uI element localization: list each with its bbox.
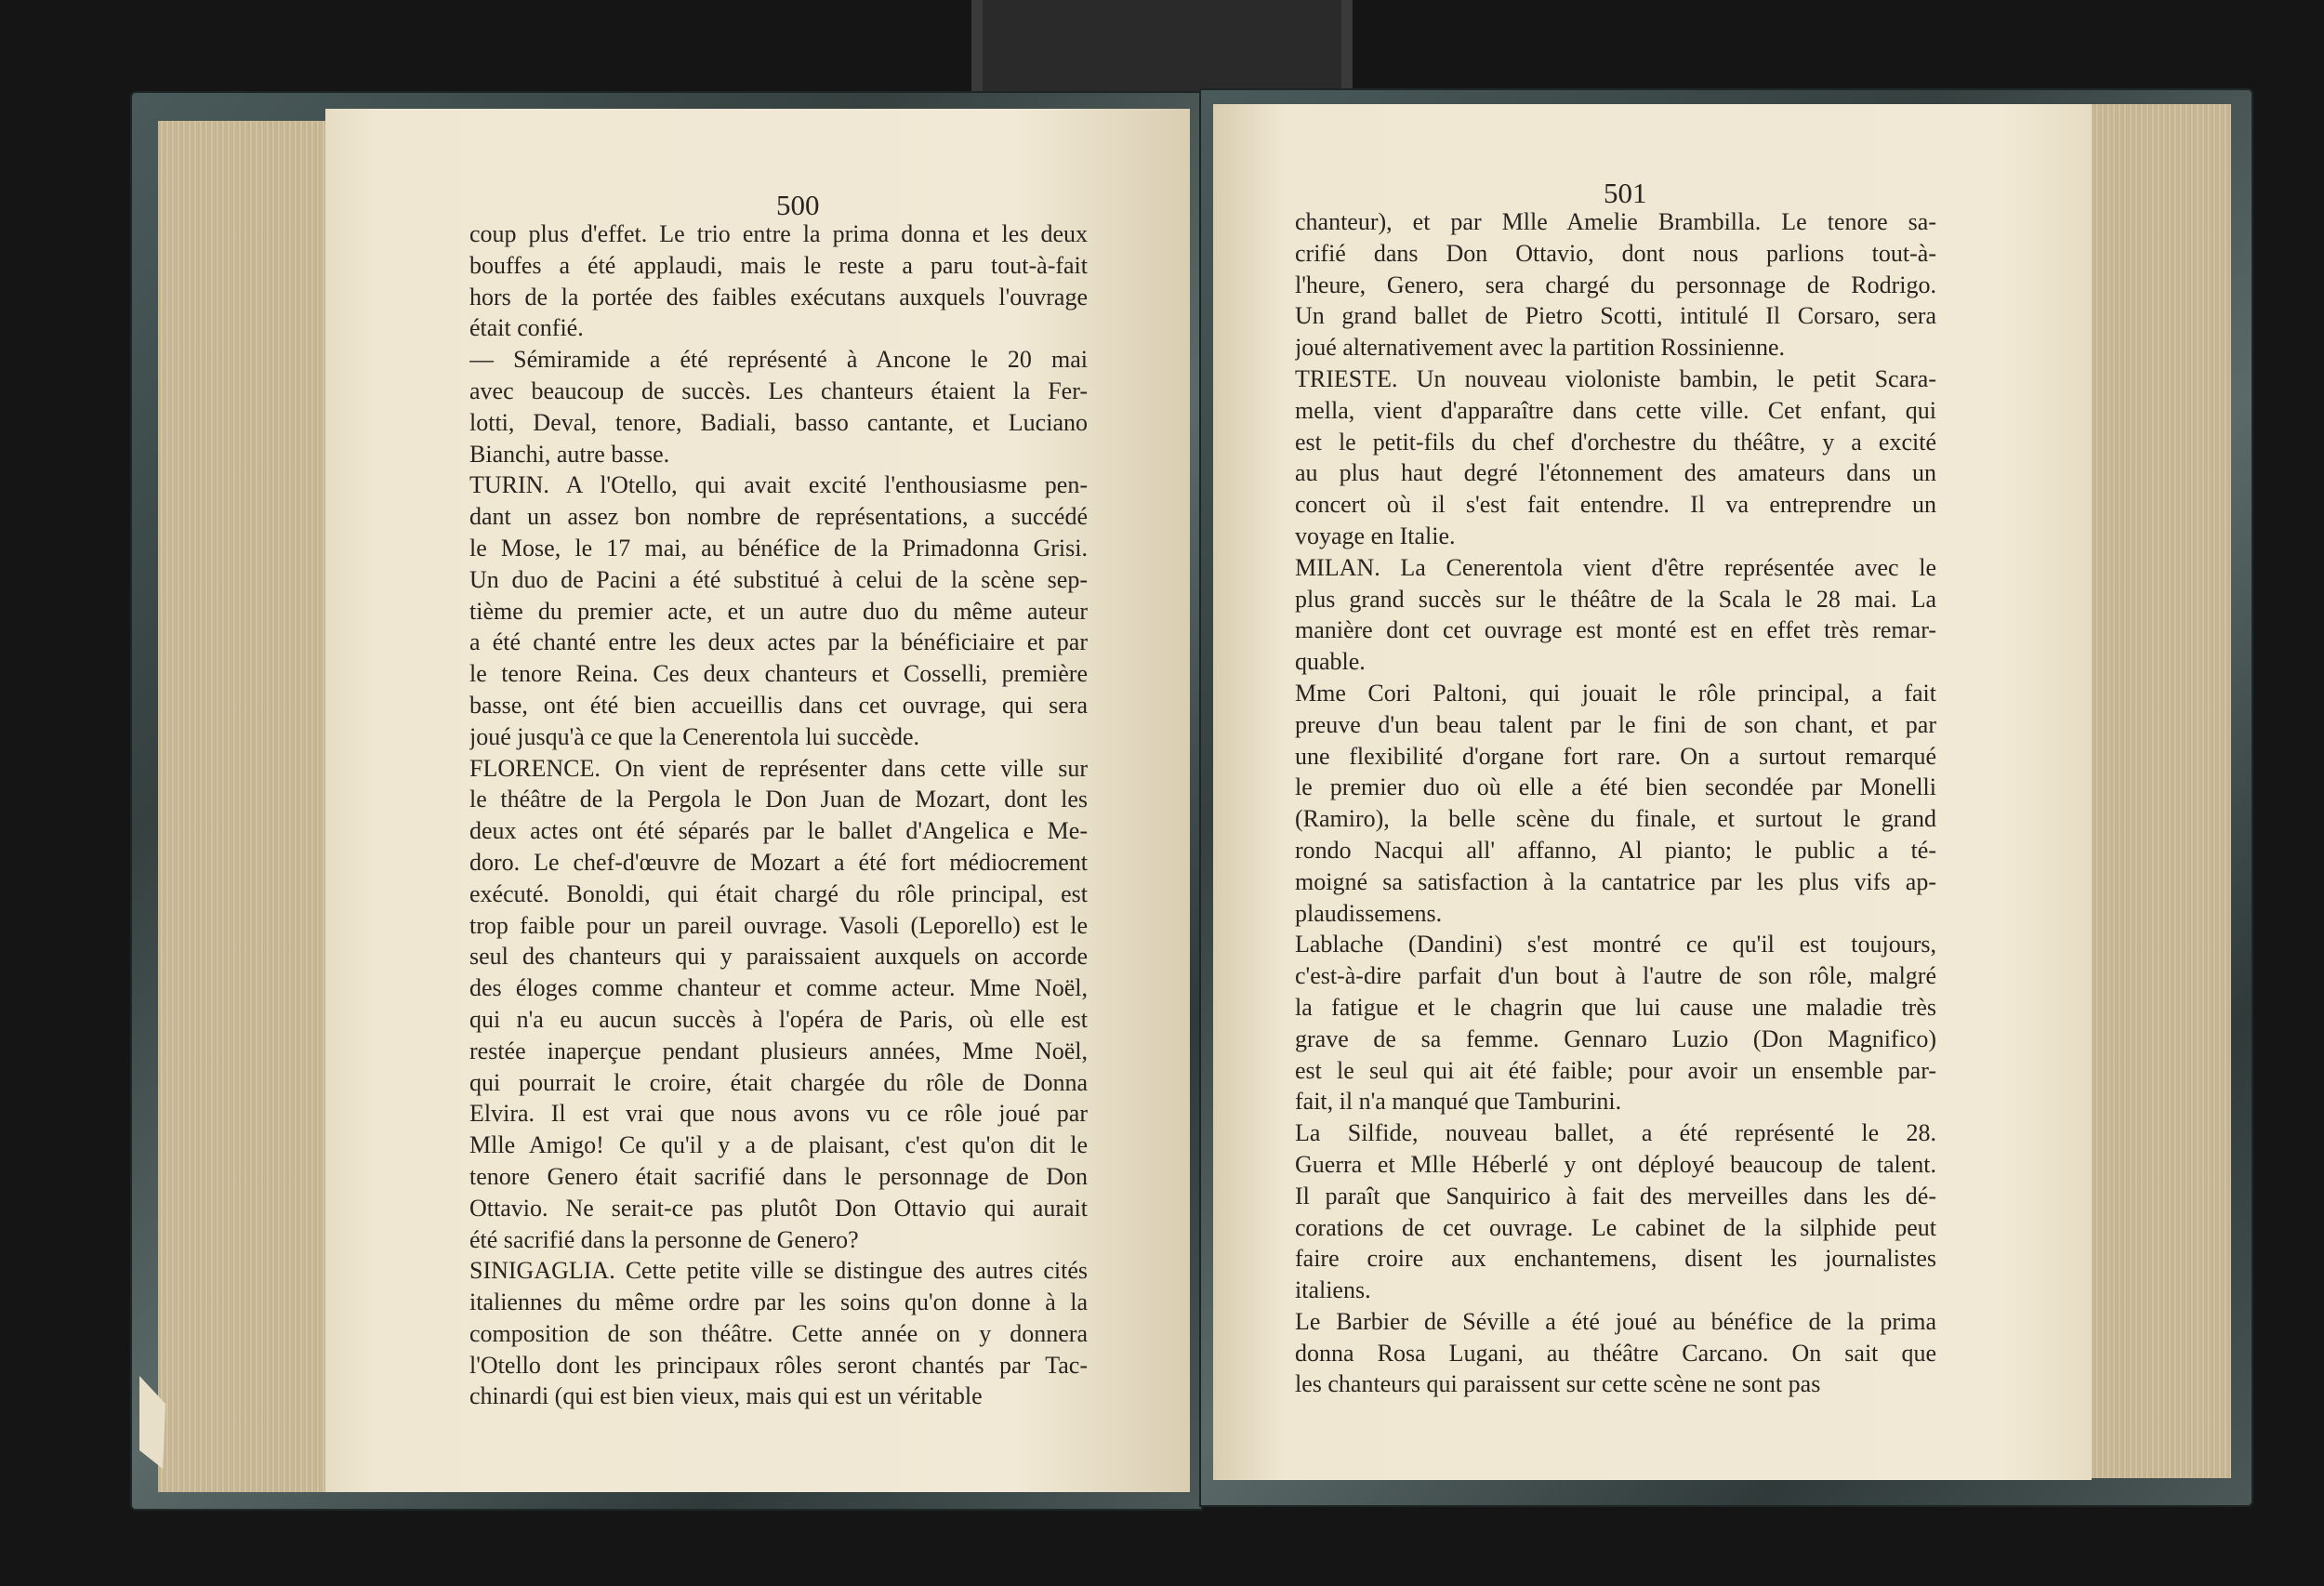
text-line: exécuté. Bonoldi, qui était chargé du rôle principal, est (469, 879, 1088, 907)
text-line: composition de son théâtre. Cette année on y donnera (469, 1319, 1088, 1347)
page-number-right: 501 (1604, 177, 1647, 209)
text-line: SINIGAGLIA. Cette petite ville se distingue des autres cités (469, 1257, 1088, 1285)
text-line: quable. (1295, 648, 1366, 676)
text-line: plus grand succès sur le théâtre de la Scala le 28 mai. La (1295, 585, 1936, 613)
text-line: crifié dans Don Ottavio, dont nous parlions tout-à- (1295, 239, 1936, 267)
text-line: chanteur), et par Mlle Amelie Brambilla. Le tenore sa- (1295, 208, 1936, 235)
text-line: joué jusqu'à ce que la Cenerentola lui succède. (469, 722, 920, 750)
text-line: voyage en Italie. (1295, 522, 1456, 549)
text-line: tième du premier acte, et un autre duo du même auteur (469, 597, 1088, 625)
text-line: Elvira. Il est vrai que nous avons vu ce rôle joué par (469, 1100, 1088, 1128)
text-line: tenore Genero était sacrifié dans le personnage de Don (469, 1162, 1088, 1190)
text-line: fait, il n'a manqué que Tamburini. (1295, 1088, 1622, 1116)
text-line: corations de cet ouvrage. Le cabinet de la silphide peut (1295, 1213, 1936, 1241)
text-line: faire croire aux enchantemens, disent les journalistes (1295, 1245, 1936, 1273)
text-line: Ottavio. Ne serait-ce pas plutôt Don Ottavio qui aurait (469, 1194, 1088, 1222)
page-edges-left (158, 121, 344, 1492)
text-line: lotti, Deval, tenore, Badiali, basso cantante, et Luciano (469, 408, 1088, 436)
right-page-text (1295, 206, 1936, 1400)
text-line: preuve d'un beau talent par le fini de son chant, et par (1295, 710, 1936, 738)
text-line: Mme Cori Paltoni, qui jouait le rôle principal, a fait (1295, 679, 1936, 707)
text-line: était confié. (469, 314, 584, 342)
text-line: plaudissemens. (1295, 899, 1443, 927)
left-page (325, 109, 1190, 1492)
text-line: qui pourrait le croire, était chargée du rôle de Donna (469, 1068, 1088, 1096)
text-line: au plus haut degré l'étonnement des amateurs dans un (1295, 459, 1936, 487)
text-line: le tenore Reina. Ces deux chanteurs et Cosselli, première (469, 660, 1088, 688)
text-line: le premier duo où elle a été bien secondée par Monelli (1295, 773, 1936, 801)
text-line: est le seul qui ait été faible; pour avoir un ensemble par- (1295, 1056, 1936, 1084)
text-line: italiens. (1295, 1276, 1371, 1304)
text-line: hors de la portée des faibles exécutans auxquels l'ouvrage (469, 283, 1088, 311)
left-page-text (469, 218, 1088, 1412)
text-line: mella, vient d'apparaître dans cette ville. Cet enfant, qui (1295, 396, 1936, 424)
text-line: la fatigue et le chagrin que lui cause une maladie très (1295, 993, 1936, 1021)
text-line: Un grand ballet de Pietro Scotti, intitulé Il Corsaro, sera (1295, 302, 1936, 330)
text-line: seul des chanteurs qui y paraissaient auxquels on accorde (469, 943, 1088, 971)
text-line: restée inaperçue pendant plusieurs années, Mme Noël, (469, 1037, 1088, 1064)
text-line: La Silfide, nouveau ballet, a été représenté le 28. (1295, 1119, 1936, 1147)
text-line: moigné sa satisfaction à la cantatrice par les plus vifs ap- (1295, 867, 1936, 895)
text-line: TURIN. A l'Otello, qui avait excité l'enthousiasme pen- (469, 471, 1088, 499)
text-line: FLORENCE. On vient de représenter dans cette ville sur (469, 754, 1088, 782)
text-line: le Mose, le 17 mai, au bénéfice de la Primadonna Grisi. (469, 534, 1088, 562)
text-line: — Sémiramide a été représenté à Ancone le 20 mai (469, 346, 1088, 374)
text-line: Un duo de Pacini a été substitué à celui de la scène sep- (469, 565, 1088, 593)
text-line: l'Otello dont les principaux rôles seront chantés par Tac- (469, 1351, 1088, 1379)
background-scanner-band (971, 0, 1353, 102)
text-line: Il paraît que Sanquirico à fait des merveilles dans les dé- (1295, 1182, 1936, 1209)
text-line: MILAN. La Cenerentola vient d'être représentée avec le (1295, 553, 1936, 581)
text-line: manière dont cet ouvrage est monté est en effet très remar- (1295, 616, 1936, 644)
text-line: TRIESTE. Un nouveau violoniste bambin, le petit Scara- (1295, 364, 1936, 392)
text-line: concert où il s'est fait entendre. Il va entreprendre un (1295, 491, 1936, 519)
text-line: bouffes a été applaudi, mais le reste a paru tout-à-fait (469, 251, 1088, 279)
scanner-edge-right (1341, 0, 1353, 102)
text-line: Lablache (Dandini) s'est montré ce qu'il est toujours, (1295, 931, 1936, 958)
text-line: des éloges comme chanteur et comme acteur. Mme Noël, (469, 974, 1088, 1002)
text-line: Le Barbier de Séville a été joué au bénéfice de la prima (1295, 1307, 1936, 1335)
text-line: grave de sa femme. Gennaro Luzio (Don Magnifico) (1295, 1024, 1936, 1052)
text-line: Guerra et Mlle Héberlé y ont déployé beaucoup de talent. (1295, 1150, 1936, 1178)
text-line: avec beaucoup de succès. Les chanteurs étaient la Fer- (469, 377, 1088, 404)
text-line: est le petit-fils du chef d'orchestre du théâtre, y a excité (1295, 428, 1936, 456)
text-line: une flexibilité d'organe fort rare. On a surtout remarqué (1295, 742, 1936, 770)
text-line: les chanteurs qui paraissent sur cette scène ne sont pas (1295, 1370, 1821, 1398)
scanner-edge-left (971, 0, 983, 102)
text-line: dant un assez bon nombre de représentations, a succédé (469, 503, 1088, 531)
text-line: l'heure, Genero, sera chargé du personnage de Rodrigo. (1295, 271, 1936, 298)
page-edges-right (2082, 104, 2231, 1478)
text-line: été sacrifié dans la personne de Genero? (469, 1225, 859, 1253)
text-line: chinardi (qui est bien vieux, mais qui est un véritable (469, 1382, 983, 1410)
text-line: trop faible pour un pareil ouvrage. Vasoli (Leporello) est le (469, 911, 1088, 939)
text-line: deux actes ont été séparés par le ballet d'Angelica e Me- (469, 817, 1088, 845)
text-line: le théâtre de la Pergola le Don Juan de Mozart, dont les (469, 786, 1088, 813)
text-line: basse, ont été bien accueillis dans cet ouvrage, qui sera (469, 691, 1088, 719)
text-line: doro. Le chef-d'œuvre de Mozart a été fort médiocrement (469, 848, 1088, 876)
page-number-left: 500 (776, 189, 820, 221)
text-line: joué alternativement avec la partition Rossinienne. (1295, 334, 1786, 362)
text-line: donna Rosa Lugani, au théâtre Carcano. On sait que (1295, 1339, 1936, 1367)
text-line: Bianchi, autre basse. (469, 440, 670, 468)
text-line: qui n'a eu aucun succès à l'opéra de Paris, où elle est (469, 1005, 1088, 1033)
text-line: Mlle Amigo! Ce qu'il y a de plaisant, c'est qu'on dit le (469, 1131, 1088, 1159)
text-line: italiennes du même ordre par les soins qu'on donne à la (469, 1289, 1088, 1316)
right-page (1213, 104, 2092, 1480)
text-line: (Ramiro), la belle scène du finale, et surtout le grand (1295, 805, 1936, 833)
text-line: coup plus d'effet. Le trio entre la prima donna et les deux (469, 220, 1088, 247)
text-line: c'est-à-dire parfait d'un bout à l'autre de son rôle, malgré (1295, 962, 1936, 990)
text-line: rondo Nacqui all' affanno, Al pianto; le public a té- (1295, 836, 1936, 864)
text-line: a été chanté entre les deux actes par la bénéficiaire et par (469, 628, 1088, 656)
